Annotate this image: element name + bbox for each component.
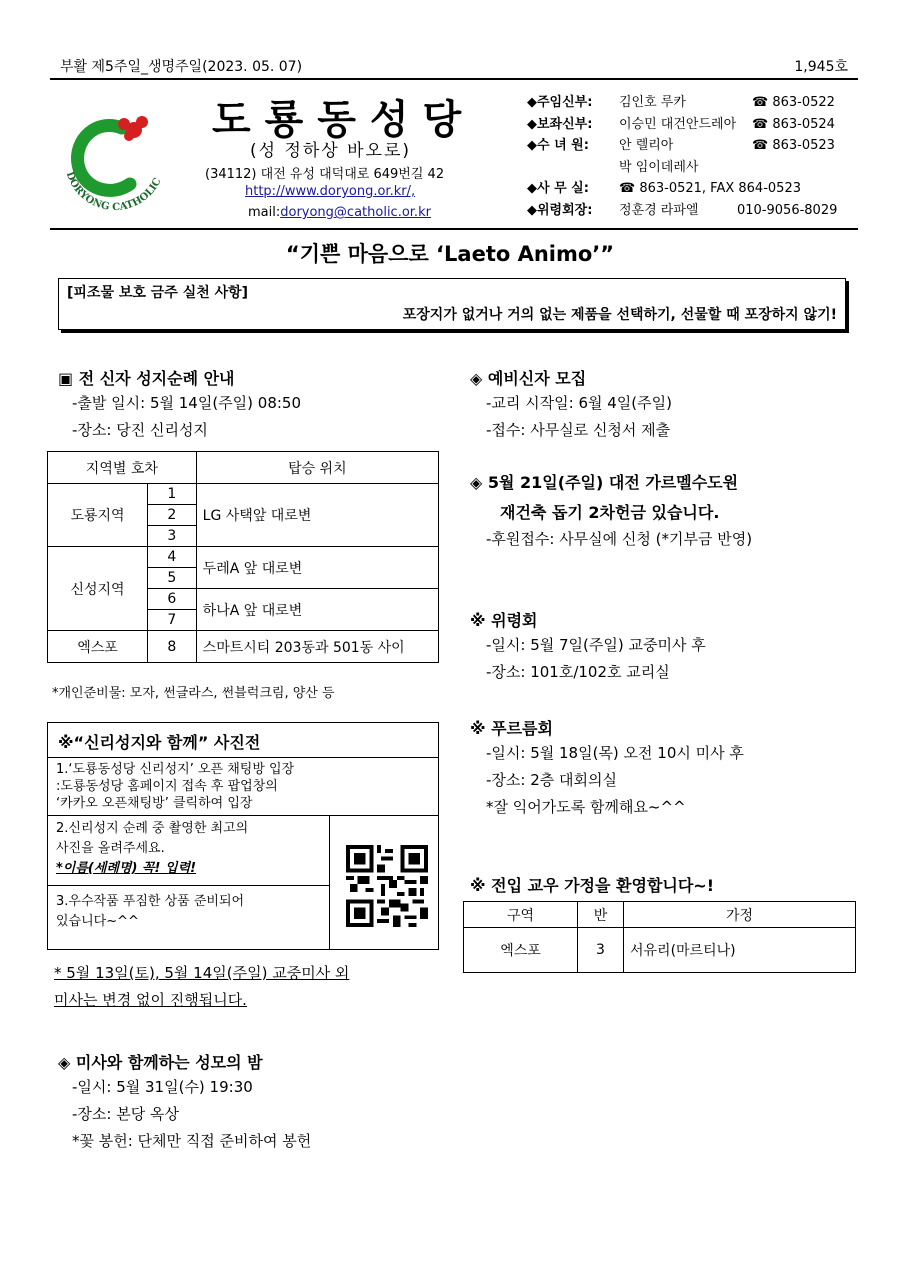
donation-detail: -후원접수: 사무실에 신청 (*기부금 반영) (486, 530, 753, 548)
pilgrimage-heading: ▣ 전 신자 성지순례 안내 (58, 369, 235, 388)
donation-heading-2: 재건축 돕기 2차헌금 있습니다. (500, 503, 720, 522)
bus-number: 7 (148, 610, 197, 631)
boarding-place: LG 사택앞 대로변 (196, 484, 438, 547)
staff-row: ◆보좌신부: 이승민 대건안드레아 ☎ 863-0524 (527, 116, 835, 132)
header-divider (50, 78, 858, 80)
motto: “기쁜 마음으로 ‘Laeto Animo’” (285, 242, 615, 266)
region-cell: 엑스포 (48, 631, 148, 663)
bus-number: 6 (148, 589, 197, 610)
pilgrimage-note: *개인준비물: 모자, 썬글라스, 썬블럭크림, 양산 등 (52, 686, 335, 701)
rosary-night-details: -일시: 5월 31일(수) 19:30 -장소: 본당 옥상 *꽃 봉헌: 단체만 직접 준비하여 봉헌 (72, 1078, 312, 1150)
photo-contest-heading: ※“신리성지와 함께” 사진전 (48, 723, 438, 758)
region-cell: 신성지역 (48, 547, 148, 631)
email-link[interactable]: doryong@catholic.or.kr (280, 205, 431, 220)
donation-heading: ◈ 5월 21일(주일) 대전 가르멜수도원 (470, 473, 739, 492)
bus-number: 5 (148, 568, 197, 589)
legion-details: -일시: 5월 18일(목) 오전 10시 미사 후 -장소: 2층 대회의실 *잘 익어가도록 함께해요~^^ (486, 744, 744, 816)
boarding-place: 두레A 앞 대로변 (196, 547, 438, 589)
bus-number: 2 (148, 505, 197, 526)
notice-text: 포장지가 없거나 거의 없는 제품을 선택하기, 선물할 때 포장하지 않기! (402, 307, 837, 323)
church-logo (56, 100, 174, 218)
bus-number: 1 (148, 484, 197, 505)
legion-heading: ※ 푸르름회 (470, 719, 553, 738)
notice-box (58, 278, 846, 330)
staff-row: 박 임이데레사 (619, 159, 699, 175)
pilgrimage-place: -장소: 당진 신리성지 (72, 421, 208, 439)
welcome-table-header: 구역 (464, 902, 578, 928)
welcome-district: 엑스포 (464, 928, 578, 973)
catechumen-details: -교리 시작일: 6월 4일(주일) -접수: 사무실로 신청서 제출 (486, 394, 672, 439)
church-name: 도룡동성당 (212, 97, 476, 143)
welcome-table-header: 반 (578, 902, 624, 928)
bus-number: 8 (148, 631, 197, 663)
photo-contest-box (47, 722, 439, 950)
boarding-place: 스마트시티 203동과 501동 사이 (196, 631, 438, 663)
logo-text: DORYONG CATHOLIC (63, 170, 164, 214)
staff-row: ◆주임신부: 김인호 루카 ☎ 863-0522 (527, 95, 835, 110)
issue-number: 1,945호 (794, 59, 848, 75)
staff-row: ◆사 무 실: ☎ 863-0521, FAX 864-0523 (527, 181, 801, 196)
website-link[interactable]: http://www.doryong.or.kr/, (245, 184, 416, 199)
header-bottom-divider (50, 228, 858, 230)
boarding-place: 하나A 앞 대로변 (196, 589, 438, 631)
bus-number: 4 (148, 547, 197, 568)
welcome-family: 서유리(마르티나) (624, 928, 856, 973)
catechumen-heading: ◈ 예비신자 모집 (470, 369, 587, 388)
pilgrimage-departure: -출발 일시: 5월 14일(주일) 08:50 (72, 394, 302, 412)
staff-list (527, 92, 837, 221)
bus-table (47, 451, 439, 663)
date-line: 부활 제5주일_생명주일(2023. 05. 07) (60, 59, 303, 75)
bus-number: 3 (148, 526, 197, 547)
church-patron: (성 정하상 바오로) (250, 141, 412, 161)
welcome-table (463, 901, 856, 973)
mass-schedule-note: * 5월 13일(토), 5월 14일(주일) 교중미사 외 미사는 변경 없이 진행됩니다. (54, 964, 350, 1009)
email-line: mail:doryong@catholic.or.kr (248, 205, 431, 220)
memorial-details: -일시: 5월 7일(주일) 교중미사 후 -장소: 101호/102호 교리실 (486, 636, 706, 681)
staff-row: ◆수 녀 원: 안 렐리아 ☎ 863-0523 (527, 138, 835, 153)
welcome-table-header: 가정 (624, 902, 856, 928)
bus-table-header: 지역별 호차 (48, 452, 197, 484)
pilgrimage-details (72, 390, 301, 444)
table-row (464, 928, 856, 973)
welcome-heading: ※ 전입 교우 가정을 환영합니다~! (470, 876, 715, 895)
photo-contest-step-2: 2.신리성지 순례 중 촬영한 최고의 사진을 올려주세요. *이름(세례명) 꼭! 입력! (48, 816, 330, 886)
memorial-heading: ※ 위령회 (470, 611, 538, 630)
qr-code-icon[interactable] (346, 845, 428, 927)
church-address: (34112) 대전 유성 대덕대로 649번길 42 (205, 167, 445, 182)
staff-row: ◆위령회장: 정훈경 라파엘 010-9056-8029 (527, 202, 838, 218)
photo-contest-step-3: 3.우수작품 푸짐한 상품 준비되어 있습니다~^^ (48, 886, 330, 950)
bus-table-header: 탑승 위치 (196, 452, 438, 484)
region-cell: 도룡지역 (48, 484, 148, 547)
notice-title: [피조물 보호 금주 실천 사항] (67, 285, 249, 301)
photo-contest-step-1: 1.‘도룡동성당 신리성지’ 오픈 채팅방 입장 :도룡동성당 홈페이지 접속 후 팝업창의 ‘카카오 오픈채팅방’ 클릭하여 입장 (48, 758, 438, 816)
rosary-night-heading: ◈ 미사와 함께하는 성모의 밤 (58, 1053, 263, 1072)
welcome-ban: 3 (578, 928, 624, 973)
